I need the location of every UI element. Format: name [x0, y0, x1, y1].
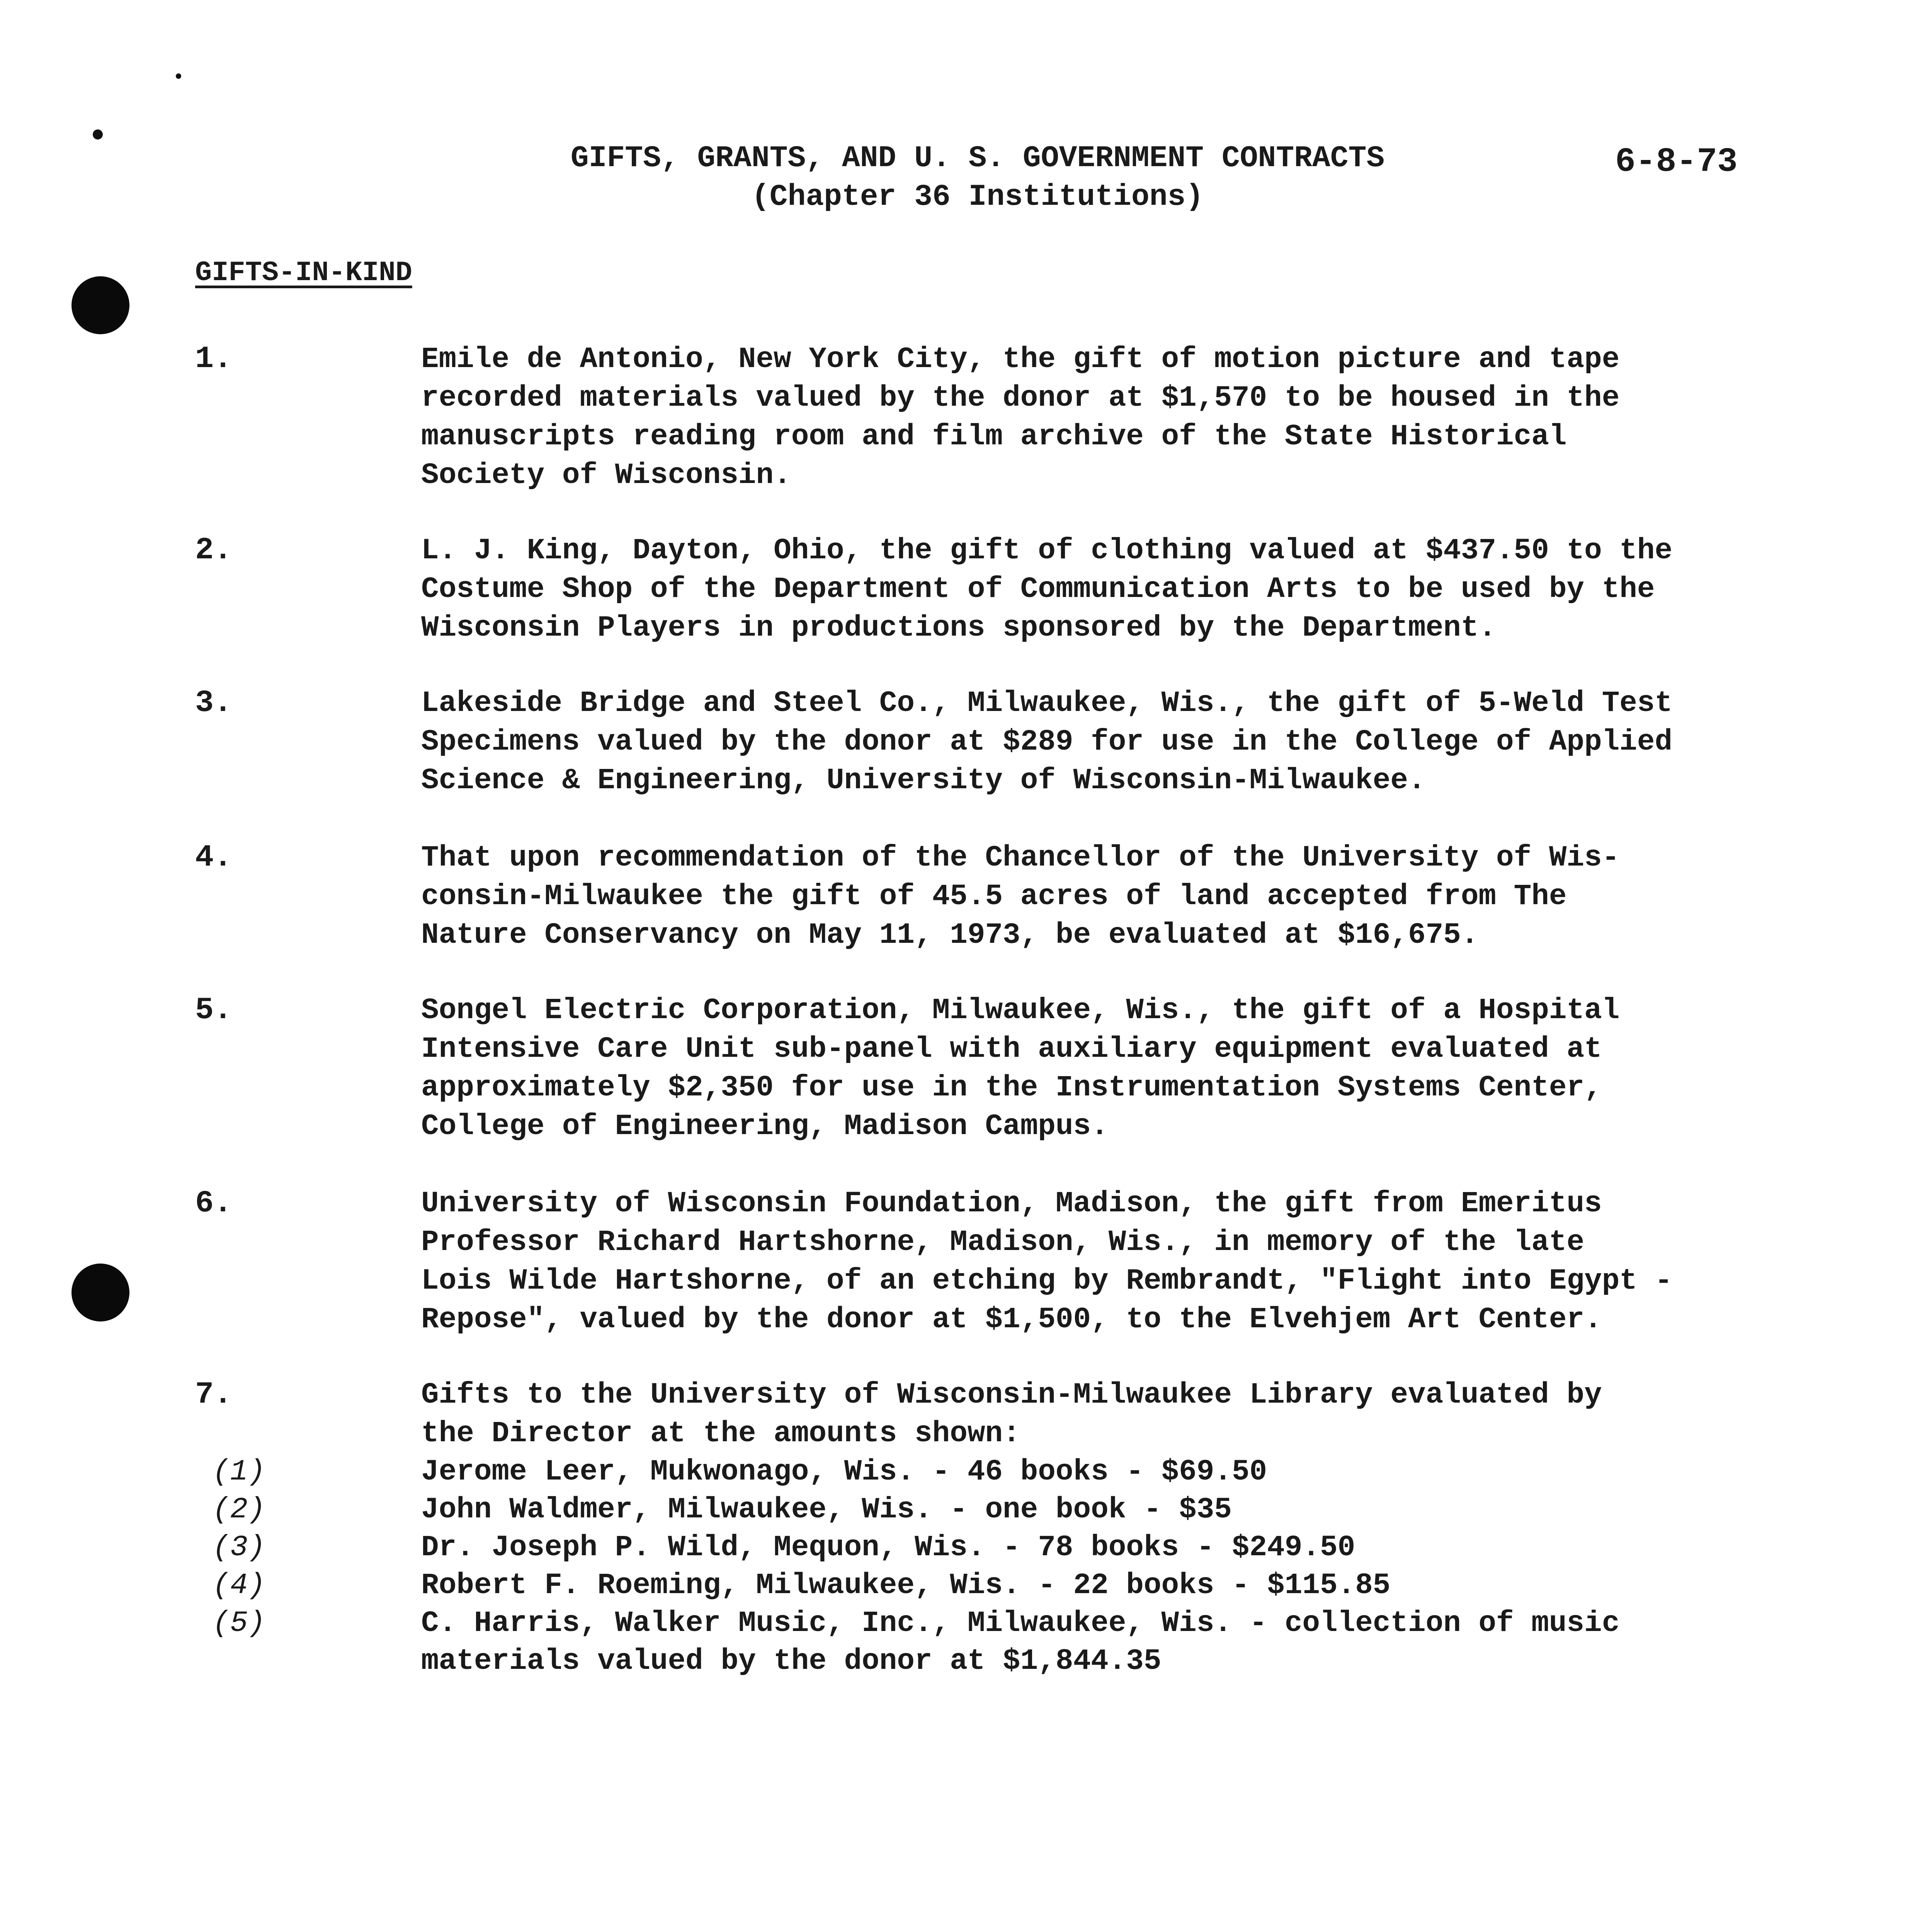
- item-text: Emile de Antonio, New York City, the gift of motion picture and tape recorded materials valued by the donor at $1,570 to be housed in the manuscripts reading room and film archive of the State Historical Society of Wisconsin.: [421, 343, 1620, 492]
- handwritten-mark: (4): [213, 1569, 265, 1602]
- handwritten-mark: (1): [213, 1455, 265, 1488]
- item-number: 7.: [195, 1377, 233, 1412]
- library-gift-entry: Dr. Joseph P. Wild, Mequon, Wis. - 78 books - $249.50: [421, 1531, 1355, 1564]
- item-number: 3.: [195, 685, 233, 721]
- document-title: [533, 139, 1422, 216]
- item-number: 2.: [195, 533, 233, 568]
- library-gift-continuation: materials valued by the donor at $1,844.35: [421, 1645, 1162, 1678]
- item-number: 5.: [195, 993, 233, 1028]
- item-number: 6.: [195, 1186, 233, 1221]
- item-text: Lakeside Bridge and Steel Co., Milwaukee, Wis., the gift of 5-Weld Test Specimens valued by the donor at $289 for use in the College of Applied Science & Engineering, University of Wisconsin-Milwaukee.: [421, 687, 1673, 797]
- punch-hole-top: [71, 276, 129, 334]
- handwritten-mark: (3): [213, 1531, 265, 1564]
- handwritten-mark: (2): [213, 1493, 265, 1526]
- punch-hole-middle: [71, 1264, 129, 1321]
- library-gift-entry: Jerome Leer, Mukwonago, Wis. - 46 books - $69.50: [421, 1455, 1267, 1488]
- ink-speck: [176, 73, 181, 79]
- item-text: L. J. King, Dayton, Ohio, the gift of clothing valued at $437.50 to the Costume Shop of the Department of Communication Arts to be used by the Wisconsin Players in productions sponsored by the Department.: [421, 534, 1673, 645]
- library-gift-entry: John Waldmer, Milwaukee, Wis. - one book - $35: [421, 1493, 1232, 1526]
- ink-speck: [93, 129, 103, 139]
- library-gift-entry: C. Harris, Walker Music, Inc., Milwaukee, Wis. - collection of music: [421, 1607, 1620, 1640]
- item-text: That upon recommendation of the Chancellor of the University of Wis- consin-Milwaukee the gift of 45.5 acres of land accepted from The Nature Conservancy on May 11, 1973, be evaluated at $16,675.: [421, 841, 1620, 952]
- title-line-2: (Chapter 36 Institutions): [751, 180, 1204, 214]
- title-line-1: GIFTS, GRANTS, AND U. S. GOVERNMENT CONTRACTS: [570, 141, 1385, 175]
- section-heading: GIFTS-IN-KIND: [195, 257, 412, 289]
- item-text: Gifts to the University of Wisconsin-Milwaukee Library evaluated by the Director at the amounts shown:: [421, 1378, 1602, 1450]
- library-gift-entry: Robert F. Roeming, Milwaukee, Wis. - 22 books - $115.85: [421, 1569, 1391, 1602]
- item-number: 1.: [195, 342, 233, 377]
- document-date: 6-8-73: [1615, 143, 1738, 181]
- handwritten-mark: (5): [213, 1607, 265, 1640]
- item-number: 4.: [195, 840, 233, 875]
- item-text: Songel Electric Corporation, Milwaukee, Wis., the gift of a Hospital Intensive Care Unit sub-panel with auxiliary equipment evaluated at approximately $2,350 for use in the Instrumentation Systems Center, College of Engineering, Madison Campus.: [421, 994, 1620, 1143]
- item-text: University of Wisconsin Foundation, Madison, the gift from Emeritus Professor Richard Hartshorne, Madison, Wis., in memory of the late Lois Wilde Hartshorne, of an etching by Rembrandt, "Flight into Egypt - Repose", valued by the donor at $1,500, to the Elvehjem Art Center.: [421, 1187, 1673, 1336]
